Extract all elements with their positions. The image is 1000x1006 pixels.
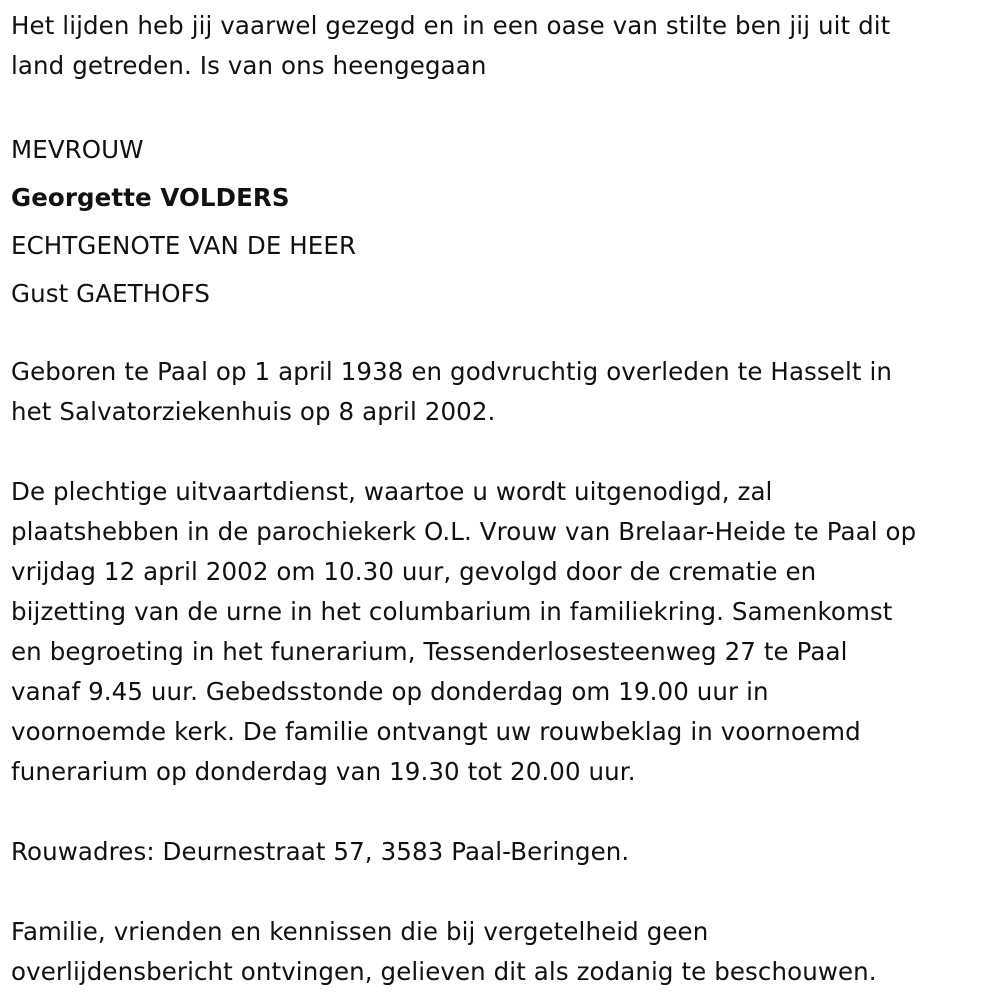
service-line: De plechtige uitvaartdienst, waartoe u wordt uitgenodigd, zal [11, 477, 773, 506]
deceased-title: MEVROUW [11, 135, 144, 164]
service-line: en begroeting in het funerarium, Tessenderlosesteenweg 27 te Paal [11, 637, 848, 666]
service-line: bijzetting van de urne in het columbarium in familiekring. Samenkomst [11, 597, 893, 626]
closing-paragraph [11, 912, 996, 992]
intro-line: Het lijden heb jij vaarwel gezegd en in een oase van stilte ben jij uit dit [11, 11, 891, 40]
closing-line: Familie, vrienden en kennissen die bij vergetelheid geen [11, 917, 709, 946]
intro-line: land getreden. Is van ons heengegaan [11, 51, 487, 80]
spacer [11, 318, 996, 352]
deceased-block [11, 126, 996, 318]
deceased-name: Georgette VOLDERS [11, 183, 290, 212]
service-line: funerarium op donderdag van 19.30 tot 20.00 uur. [11, 757, 636, 786]
spacer [11, 86, 996, 126]
service-line: vrijdag 12 april 2002 om 10.30 uur, gevolgd door de crematie en [11, 557, 817, 586]
spacer [11, 872, 996, 912]
service-line: plaatshebben in de parochiekerk O.L. Vrouw van Brelaar-Heide te Paal op [11, 517, 917, 546]
service-line: voornoemde kerk. De familie ontvangt uw rouwbeklag in voornoemd [11, 717, 861, 746]
service-paragraph [11, 472, 996, 792]
obituary-notice [11, 6, 996, 992]
birth-death-line: Geboren te Paal op 1 april 1938 en godvruchtig overleden te Hasselt in [11, 357, 892, 386]
spouse-name: Gust GAETHOFS [11, 279, 211, 308]
birth-death-line: het Salvatorziekenhuis op 8 april 2002. [11, 397, 496, 426]
mourning-address: Rouwadres: Deurnestraat 57, 3583 Paal-Beringen. [11, 837, 630, 866]
spacer [11, 792, 996, 832]
birth-death-paragraph [11, 352, 996, 432]
intro-paragraph [11, 6, 996, 86]
service-line: vanaf 9.45 uur. Gebedsstonde op donderdag om 19.00 uur in [11, 677, 769, 706]
address-paragraph [11, 832, 996, 872]
closing-line: overlijdensbericht ontvingen, gelieven dit als zodanig te beschouwen. [11, 957, 877, 986]
spacer [11, 432, 996, 472]
deceased-relation: ECHTGENOTE VAN DE HEER [11, 231, 357, 260]
